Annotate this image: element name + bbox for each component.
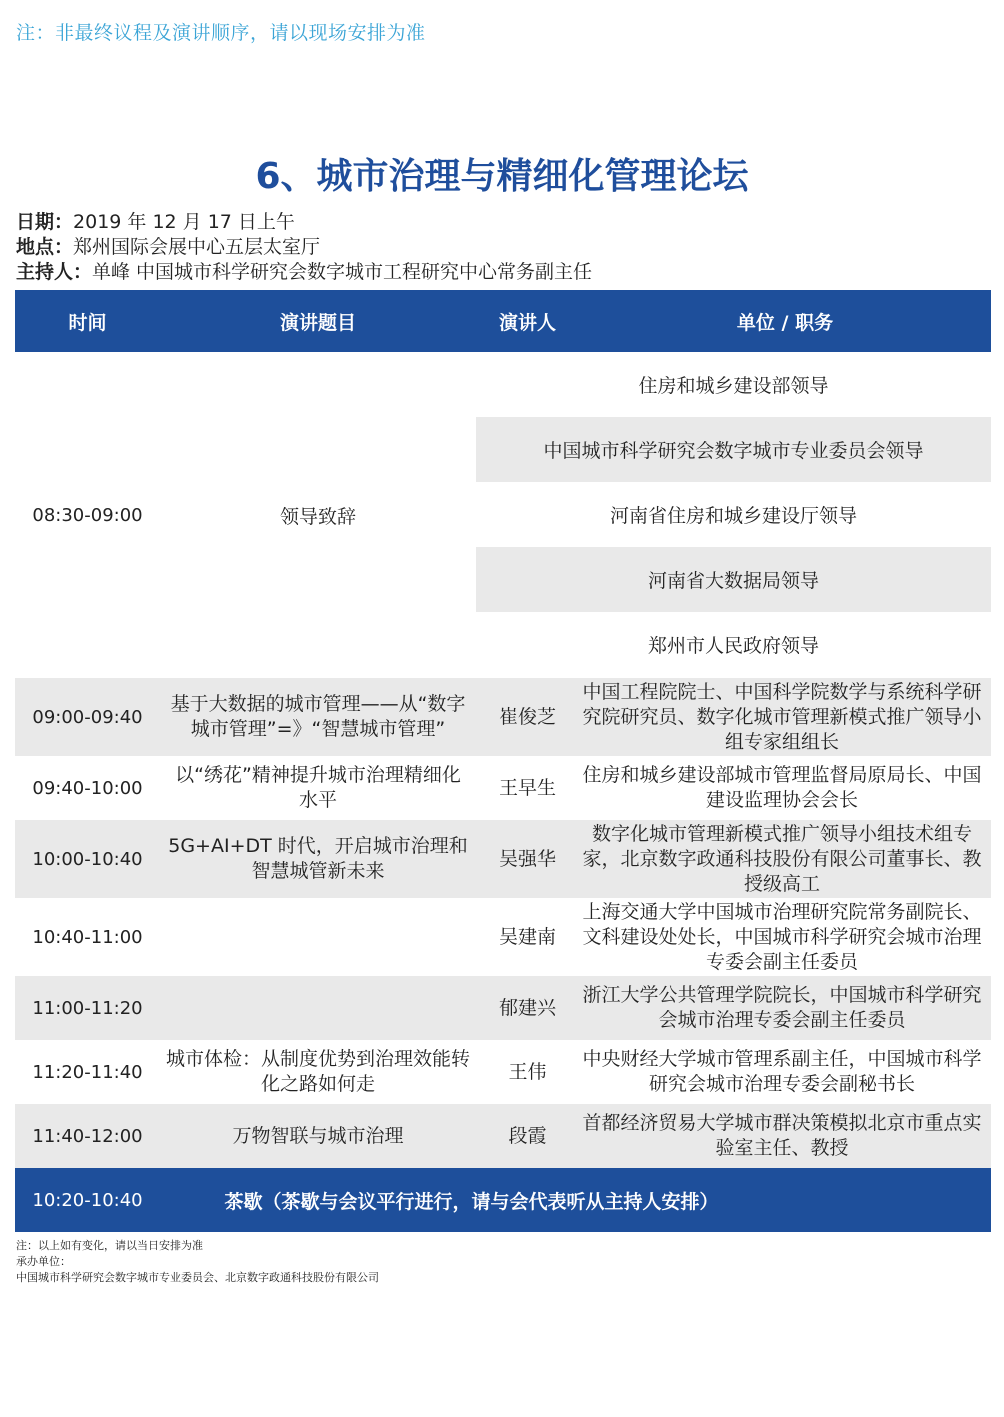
table-header (15, 290, 991, 352)
forum-title: 6、城市治理与精细化管理论坛 (255, 156, 749, 197)
table-row (15, 1040, 991, 1104)
row-time: 11:00-11:20 (32, 997, 143, 1019)
row-speaker: 郁建兴 (498, 996, 556, 1019)
header-organization: 单位 / 职务 (736, 311, 834, 334)
row-organization: 数字化城市管理新模式推广领导小组技术组专家，北京数字政通科技股份有限公司董事长、教授级高工 (582, 822, 982, 895)
opening-org-item: 河南省住房和城乡建设厅领导 (609, 505, 857, 527)
row-speaker: 崔俊芝 (498, 705, 556, 728)
opening-org-item: 中国城市科学研究会数字城市专业委员会领导 (476, 417, 991, 482)
meta-host-label: 主持人： (16, 261, 93, 283)
table-row (15, 898, 991, 976)
row-time: 11:20-11:40 (32, 1061, 143, 1083)
row-organization: 首都经济贸易大学城市群决策模拟北京市重点实验室主任、教授 (582, 1112, 982, 1159)
table-row (15, 976, 991, 1040)
schedule-table (15, 290, 991, 1232)
row-organization: 中国工程院院士、中国科学院数学与系统科学研究院研究员、数字化城市管理新模式推广领导小组专家组组长 (582, 680, 982, 753)
row-time: 09:40-10:00 (32, 777, 143, 799)
opening-org-item: 河南省大数据局领导 (476, 547, 991, 612)
row-time: 09:00-09:40 (32, 706, 143, 728)
header-speaker: 演讲人 (498, 311, 556, 334)
table-row (15, 1104, 991, 1168)
meta-date-value: 2019 年 12 月 17 日上午 (73, 211, 295, 233)
row-time: 11:40-12:00 (32, 1125, 143, 1147)
row-topic: 基于大数据的城市管理——从“数字城市管理”=》“智慧城市管理” (170, 693, 466, 740)
row-topic: 5G+AI+DT 时代，开启城市治理和智慧城管新未来 (168, 835, 468, 882)
table-row (15, 678, 991, 756)
forum-meta (16, 210, 592, 285)
table-row (15, 820, 991, 898)
row-organization: 上海交通大学中国城市治理研究院常务副院长、文科建设处处长，中国城市科学研究会城市治理专委会副主任委员 (582, 900, 982, 973)
meta-date (16, 210, 592, 235)
opening-time: 08:30-09:00 (32, 504, 143, 526)
tea-break-row (15, 1168, 991, 1232)
opening-org-item: 住房和城乡建设部领导 (638, 375, 829, 397)
tea-break-time: 10:20-10:40 (32, 1189, 143, 1211)
meta-host (16, 260, 592, 285)
row-speaker: 王伟 (508, 1060, 547, 1083)
row-speaker: 段霞 (508, 1124, 547, 1147)
opening-org-item: 郑州市人民政府领导 (647, 635, 819, 657)
footer-organizers: 中国城市科学研究会数字城市专业委员会、北京数字政通科技股份有限公司 (16, 1271, 379, 1284)
footer-notes (16, 1238, 379, 1286)
row-time: 10:00-10:40 (32, 848, 143, 870)
row-organization: 中央财经大学城市管理系副主任，中国城市科学研究会城市治理专委会副秘书长 (582, 1048, 982, 1095)
tea-break-text: 茶歇（茶歇与会议平行进行，请与会代表听从主持人安排） (224, 1190, 719, 1213)
footer-change-note: 注：以上如有变化，请以当日安排为准 (16, 1239, 203, 1252)
meta-location-label: 地点： (16, 236, 74, 258)
row-speaker: 吴建南 (498, 925, 556, 948)
table-row (15, 756, 991, 820)
opening-topic: 领导致辞 (279, 505, 356, 528)
opening-orgs (476, 352, 991, 677)
footer-organizer-label: 承办单位： (16, 1255, 71, 1268)
row-speaker: 吴强华 (498, 847, 556, 870)
meta-location-value: 郑州国际会展中心五层太室厅 (73, 236, 321, 258)
row-organization: 浙江大学公共管理学院院长，中国城市科学研究会城市治理专委会副主任委员 (582, 984, 982, 1031)
header-topic: 演讲题目 (279, 311, 356, 334)
row-time: 10:40-11:00 (32, 926, 143, 948)
row-speaker: 王早生 (498, 776, 556, 799)
row-topic: 城市体检：从制度优势到治理效能转化之路如何走 (166, 1048, 471, 1095)
opening-remarks-block (15, 352, 991, 678)
meta-location (16, 235, 592, 260)
header-time: 时间 (68, 311, 107, 334)
row-topic: 以“绣花”精神提升城市治理精细化水平 (175, 764, 461, 811)
meta-date-label: 日期： (16, 211, 74, 233)
row-topic: 万物智联与城市治理 (232, 1124, 404, 1147)
agenda-disclaimer-note: 注：非最终议程及演讲顺序，请以现场安排为准 (16, 22, 426, 44)
row-organization: 住房和城乡建设部城市管理监督局原局长、中国建设监理协会会长 (582, 764, 982, 811)
meta-host-value: 单峰 中国城市科学研究会数字城市工程研究中心常务副主任 (92, 261, 593, 283)
